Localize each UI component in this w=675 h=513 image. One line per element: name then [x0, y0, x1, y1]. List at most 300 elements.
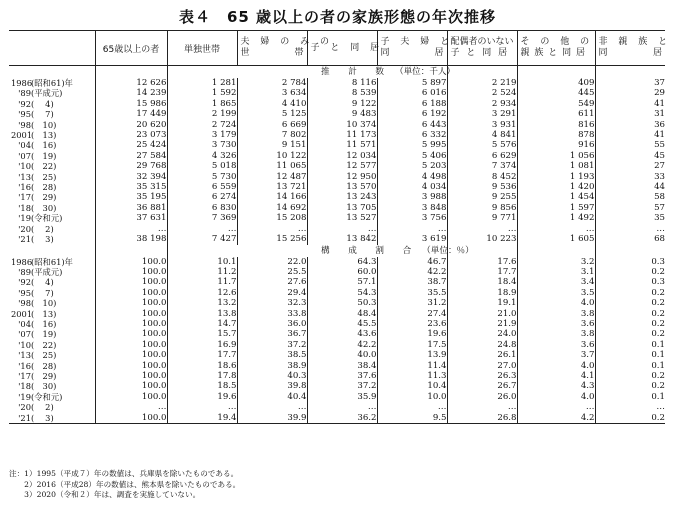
header-child-couple-line2: [381, 48, 444, 59]
table-cell: 13.2: [167, 298, 237, 308]
table-cell: 6 188: [377, 99, 447, 109]
table-cell: 9 771: [447, 213, 517, 223]
table-cell: 4 841: [447, 130, 517, 140]
year-label: [9, 192, 95, 202]
table-cell: 27.6: [237, 277, 307, 287]
table-cell: 13 842: [307, 234, 377, 244]
table-cell: 13.8: [167, 309, 237, 319]
table-cell: …: [307, 402, 377, 412]
table-cell: 1 865: [167, 99, 237, 109]
table-cell: 100.0: [95, 350, 167, 360]
table-cell: 32.3: [237, 298, 307, 308]
table-row: [9, 99, 665, 109]
header-child-couple: [377, 31, 454, 66]
table-cell: 31.2: [377, 298, 447, 308]
table-cell: 0.3: [595, 257, 665, 267]
section-header-estimates: [9, 66, 665, 79]
era-value: ( 22): [31, 339, 57, 350]
table-cell: 3.2: [517, 257, 595, 267]
table-cell: 3.8: [517, 309, 595, 319]
table-cell: 2 784: [237, 78, 307, 88]
year-value: '04: [18, 140, 31, 151]
year-value: '95: [18, 287, 31, 298]
table-cell: 3.7: [517, 350, 595, 360]
year-label: [9, 402, 95, 412]
table-cell: 45.5: [307, 319, 377, 329]
table-cell: 4.3: [517, 381, 595, 391]
table-cell: …: [447, 402, 517, 412]
year-value: '20: [18, 223, 31, 234]
header-couple-l: 世: [240, 48, 250, 58]
era-value: ( 30): [31, 202, 57, 213]
table-cell: 26.0: [447, 392, 517, 402]
table-cell: 5 897: [377, 78, 447, 88]
table-row: [9, 329, 665, 339]
table-cell: 42.2: [307, 340, 377, 350]
table-row: [9, 130, 665, 140]
table-cell: 57: [595, 203, 665, 213]
table-cell: 35 315: [95, 182, 167, 192]
table-row: [9, 78, 665, 88]
table-row: [9, 298, 665, 308]
table-cell: 3 634: [237, 88, 307, 98]
table-cell: 1 492: [517, 213, 595, 223]
table-cell: 57.1: [307, 277, 377, 287]
table-cell: 36.2: [307, 413, 377, 424]
table-cell: 0.2: [595, 371, 665, 381]
era-value: ( 16): [31, 140, 57, 151]
table-cell: 41: [595, 99, 665, 109]
era-value: ( 7): [31, 109, 54, 120]
table-row: [9, 203, 665, 213]
era-value: ( 22): [31, 161, 57, 172]
header-row: [9, 31, 665, 66]
era-value: ( 2): [31, 223, 54, 234]
era-value: ( 25): [31, 350, 57, 361]
table-cell: 15 208: [237, 213, 307, 223]
table-cell: 0.1: [595, 340, 665, 350]
year-value: '16: [18, 360, 31, 371]
header-total: 65歳以上の者: [95, 31, 167, 66]
table-cell: 13 705: [307, 203, 377, 213]
table-cell: 100.0: [95, 413, 167, 424]
table-cell: 0.2: [595, 298, 665, 308]
table-row: [9, 392, 665, 402]
header-non-relatives-l: 同: [598, 48, 608, 58]
year-value: '92: [18, 98, 31, 109]
table-cell: 6 443: [377, 120, 447, 130]
table-cell: 100.0: [95, 257, 167, 267]
table-cell: 0.2: [595, 413, 665, 424]
table-cell: 9 255: [447, 192, 517, 202]
table-cell: 0.1: [595, 350, 665, 360]
year-label: [9, 381, 95, 391]
year-value: '95: [18, 109, 31, 120]
table-cell: 8 539: [307, 88, 377, 98]
table-cell: …: [167, 224, 237, 234]
table-cell: 14.7: [167, 319, 237, 329]
table-cell: 16.9: [167, 340, 237, 350]
table-cell: 3 848: [377, 203, 447, 213]
table-cell: 5 406: [377, 151, 447, 161]
table-cell: 18.6: [167, 361, 237, 371]
year-value: 2001: [11, 308, 33, 319]
table-cell: 14 239: [95, 88, 167, 98]
year-label: [9, 151, 95, 161]
table-row: [9, 161, 665, 171]
table-cell: 10.0: [377, 392, 447, 402]
table-cell: 6 830: [167, 203, 237, 213]
section-label-ratios: [237, 245, 474, 257]
table-cell: 26.3: [447, 371, 517, 381]
section-label-estimates: [237, 66, 456, 79]
table-cell: 13.9: [377, 350, 447, 360]
year-label: [9, 257, 95, 267]
table-cell: 14 166: [237, 192, 307, 202]
header-with-child: [307, 31, 384, 66]
table-cell: 8 116: [307, 78, 377, 88]
footnotes: [9, 469, 240, 501]
table-cell: 55: [595, 140, 665, 150]
table-cell: 4 498: [377, 172, 447, 182]
table-cell: 25.5: [237, 267, 307, 277]
header-couple-r: 帯: [294, 48, 304, 58]
era-value: ( 4): [31, 277, 54, 288]
year-label: [9, 309, 95, 319]
table-cell: 2 524: [447, 88, 517, 98]
table-cell: …: [517, 402, 595, 412]
table-cell: 3.6: [517, 319, 595, 329]
header-couple-line2: [241, 48, 304, 59]
table-cell: 38 198: [95, 234, 167, 244]
header-corner: [9, 31, 95, 66]
table-cell: 5 018: [167, 161, 237, 171]
year-value: '21: [18, 234, 31, 245]
year-value: '13: [18, 350, 31, 361]
table-cell: 3.1: [517, 267, 595, 277]
table-cell: …: [237, 224, 307, 234]
table-cell: 2 219: [447, 78, 517, 88]
table-cell: 11 173: [307, 130, 377, 140]
table-cell: 33: [595, 172, 665, 182]
table-cell: 9 856: [447, 203, 517, 213]
table-cell: 35.9: [307, 392, 377, 402]
table-cell: 816: [517, 120, 595, 130]
table-row: [9, 361, 665, 371]
table-cell: 0.2: [595, 381, 665, 391]
era-value: (令和元): [31, 391, 63, 402]
year-label: [9, 109, 95, 119]
table-cell: 18.5: [167, 381, 237, 391]
header-couple-line1: 夫 婦 の み の: [240, 37, 333, 47]
table-cell: 9.5: [377, 413, 447, 424]
section-unit-estimates: （単位：千人）: [394, 67, 456, 77]
table-cell: 0.2: [595, 267, 665, 277]
table-cell: 4.1: [517, 371, 595, 381]
family-structure-table: [9, 30, 672, 424]
year-label: [9, 213, 95, 223]
table-cell: 100.0: [95, 392, 167, 402]
table-cell: 5 125: [237, 109, 307, 119]
table-cell: 37.2: [307, 381, 377, 391]
table-cell: 10.1: [167, 257, 237, 267]
era-value: ( 29): [31, 192, 57, 203]
table-cell: 0.1: [595, 361, 665, 371]
table-cell: 18.4: [447, 277, 517, 287]
year-value: '04: [18, 318, 31, 329]
table-cell: 29: [595, 88, 665, 98]
table-cell: 44: [595, 182, 665, 192]
year-value: 1986: [11, 256, 33, 267]
table-cell: 3 756: [377, 213, 447, 223]
page-title: 表４ 65 歳以上の者の家族形態の年次推移: [178, 8, 497, 26]
table-cell: 38.7: [377, 277, 447, 287]
year-label: [9, 267, 95, 277]
table-cell: 3 619: [377, 234, 447, 244]
section-title-ratios: 構 成 割 合: [321, 245, 417, 256]
table-cell: 100.0: [95, 361, 167, 371]
table-cell: 100.0: [95, 298, 167, 308]
footnote-3: 3）2020（令和２）年は、調査を実施していない。: [9, 490, 201, 499]
table-cell: 100.0: [95, 371, 167, 381]
table-cell: …: [517, 224, 595, 234]
table-cell: 409: [517, 78, 595, 88]
table-row: [9, 88, 665, 98]
table-cell: 100.0: [95, 319, 167, 329]
table-cell: 1 592: [167, 88, 237, 98]
year-value: '20: [18, 402, 31, 413]
table-cell: 13 721: [237, 182, 307, 192]
footnote-2: 2）2016（平成28）年の数値は、熊本県を除いたものである。: [9, 479, 241, 489]
table-cell: 0.2: [595, 309, 665, 319]
table-cell: 10 122: [237, 151, 307, 161]
table-cell: 3 291: [447, 109, 517, 119]
year-label: [9, 413, 95, 424]
table-cell: 1 420: [517, 182, 595, 192]
table-cell: 0.3: [595, 277, 665, 287]
table-cell: 13 243: [307, 192, 377, 202]
table-cell: 5 203: [377, 161, 447, 171]
header-unmarried-child-line2: 子 と 同 居: [450, 48, 510, 58]
header-unmarried-child: [447, 31, 517, 66]
table-cell: 14 692: [237, 203, 307, 213]
table-cell: 12 487: [237, 172, 307, 182]
year-label: [9, 371, 95, 381]
table-row: [9, 340, 665, 350]
table-cell: 26.7: [447, 381, 517, 391]
table-cell: 13 570: [307, 182, 377, 192]
header-child-couple-l: 同: [380, 48, 390, 58]
era-value: ( 19): [31, 329, 57, 340]
table-cell: 3.4: [517, 277, 595, 287]
table-cell: 0.2: [595, 319, 665, 329]
table-cell: 878: [517, 130, 595, 140]
table-cell: 549: [517, 99, 595, 109]
table-cell: 36 881: [95, 203, 167, 213]
era-value: ( 16): [31, 318, 57, 329]
table-cell: 11.3: [377, 371, 447, 381]
table-cell: …: [95, 224, 167, 234]
table-cell: 1 056: [517, 151, 595, 161]
table-cell: 40.0: [307, 350, 377, 360]
year-label: [9, 99, 95, 109]
table-cell: 6 192: [377, 109, 447, 119]
table-cell: 17.5: [377, 340, 447, 350]
table-cell: 12 626: [95, 78, 167, 88]
era-value: ( 2): [31, 402, 54, 413]
table-cell: 50.3: [307, 298, 377, 308]
table-row: [9, 172, 665, 182]
table-cell: 17.7: [447, 267, 517, 277]
header-non-relatives-line2: [599, 48, 663, 59]
year-value: '16: [18, 182, 31, 193]
table-cell: 35.5: [377, 288, 447, 298]
year-label: [9, 234, 95, 244]
year-label: [9, 298, 95, 308]
table-cell: 4.0: [517, 298, 595, 308]
table-cell: 9 536: [447, 182, 517, 192]
table-cell: 39.9: [237, 413, 307, 424]
year-label: [9, 78, 95, 88]
table-cell: 4 410: [237, 99, 307, 109]
header-single: 単独世帯: [167, 31, 237, 66]
table-cell: 11.7: [167, 277, 237, 287]
table-cell: 3 931: [447, 120, 517, 130]
table-cell: 35: [595, 213, 665, 223]
table-cell: 17.8: [167, 371, 237, 381]
year-value: '18: [18, 381, 31, 392]
table-cell: 37.6: [307, 371, 377, 381]
era-value: ( 13): [31, 130, 57, 141]
era-value: ( 10): [31, 298, 57, 309]
table-cell: 2 199: [167, 109, 237, 119]
era-value: (昭和61)年: [31, 256, 73, 267]
table-cell: 100.0: [95, 329, 167, 339]
table-row: [9, 277, 665, 287]
table-cell: 31: [595, 109, 665, 119]
table-cell: 7 374: [447, 161, 517, 171]
header-non-relatives-r: 居: [652, 48, 662, 58]
era-value: ( 19): [31, 150, 57, 161]
table-cell: 1 605: [517, 234, 595, 244]
table-cell: 19.4: [167, 413, 237, 424]
table-cell: 68: [595, 234, 665, 244]
table-row: [9, 224, 665, 234]
table-cell: 445: [517, 88, 595, 98]
table-cell: 6 629: [447, 151, 517, 161]
table-cell: 41: [595, 130, 665, 140]
table-cell: 5 576: [447, 140, 517, 150]
year-label: [9, 350, 95, 360]
table-cell: 17.7: [167, 350, 237, 360]
table-cell: 27: [595, 161, 665, 171]
table-cell: 15.7: [167, 329, 237, 339]
year-label: [9, 172, 95, 182]
table-row: [9, 381, 665, 391]
table-cell: 45: [595, 151, 665, 161]
table-cell: 12.6: [167, 288, 237, 298]
table-cell: 6 274: [167, 192, 237, 202]
era-value: ( 3): [31, 412, 54, 423]
table-cell: 4.0: [517, 361, 595, 371]
table-cell: 21.0: [447, 309, 517, 319]
table-cell: 2 724: [167, 120, 237, 130]
table-cell: …: [167, 402, 237, 412]
header-other-relatives-line1: そ の 他 の: [520, 37, 594, 47]
year-value: '98: [18, 119, 31, 130]
table-cell: 37 631: [95, 213, 167, 223]
table-cell: 1 454: [517, 192, 595, 202]
table-cell: 21.9: [447, 319, 517, 329]
table-cell: …: [307, 224, 377, 234]
year-label: [9, 140, 95, 150]
table-cell: 29.4: [237, 288, 307, 298]
era-value: ( 4): [31, 98, 54, 109]
era-value: ( 29): [31, 370, 57, 381]
table-row: [9, 413, 665, 424]
year-label: [9, 361, 95, 371]
table-cell: 1 597: [517, 203, 595, 213]
table-row: [9, 402, 665, 412]
table-cell: 7 427: [167, 234, 237, 244]
header-child-couple-r: 居: [434, 48, 444, 58]
table-cell: 5 730: [167, 172, 237, 182]
table-cell: 3.8: [517, 329, 595, 339]
table-cell: …: [95, 402, 167, 412]
year-label: [9, 203, 95, 213]
table-cell: 27.0: [447, 361, 517, 371]
table-row: [9, 151, 665, 161]
year-value: '07: [18, 329, 31, 340]
year-label: [9, 288, 95, 298]
table-cell: 36.7: [237, 329, 307, 339]
table-cell: 3 179: [167, 130, 237, 140]
ratios-section: [9, 245, 665, 424]
table-cell: 11.4: [377, 361, 447, 371]
table-cell: 25 424: [95, 140, 167, 150]
table-cell: 5 995: [377, 140, 447, 150]
table-cell: 18.9: [447, 288, 517, 298]
table-row: [9, 309, 665, 319]
era-value: ( 10): [31, 119, 57, 130]
table-cell: …: [447, 224, 517, 234]
table-cell: 611: [517, 109, 595, 119]
table-cell: 22.0: [237, 257, 307, 267]
table-cell: 6 016: [377, 88, 447, 98]
table-cell: 42.2: [377, 267, 447, 277]
header-unmarried-child-line1: 配偶者のいない: [450, 37, 514, 47]
table-row: [9, 288, 665, 298]
header-couple: [237, 31, 333, 66]
table-row: [9, 234, 665, 244]
year-value: '17: [18, 192, 31, 203]
era-value: ( 28): [31, 360, 57, 371]
year-value: '19: [18, 213, 31, 224]
table-cell: 1 081: [517, 161, 595, 171]
table-cell: 24.0: [447, 329, 517, 339]
table-cell: 38.4: [307, 361, 377, 371]
table-cell: 12 034: [307, 151, 377, 161]
table-cell: 10 374: [307, 120, 377, 130]
table-cell: 12 950: [307, 172, 377, 182]
table-cell: 6 332: [377, 130, 447, 140]
table-cell: 10.4: [377, 381, 447, 391]
table-cell: 3 988: [377, 192, 447, 202]
table-cell: 36: [595, 120, 665, 130]
table-cell: 64.3: [307, 257, 377, 267]
table-cell: 37: [595, 78, 665, 88]
table-cell: 40.3: [237, 371, 307, 381]
